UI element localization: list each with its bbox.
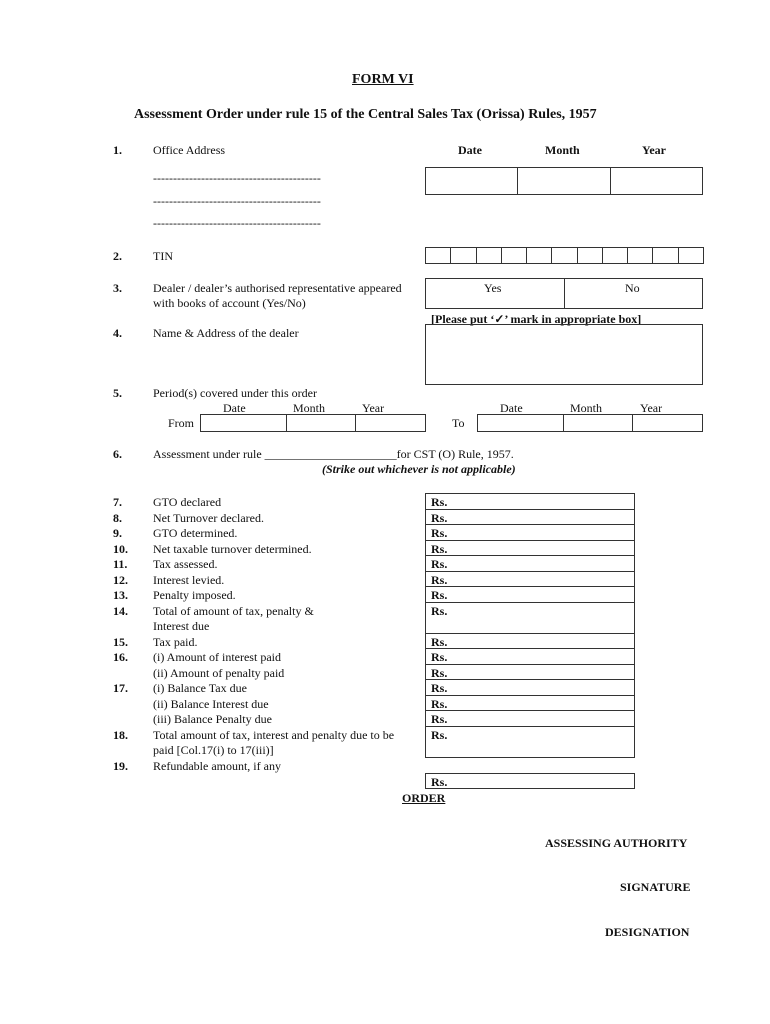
rs-label: Rs. — [431, 588, 448, 602]
item-number: 1. — [113, 143, 122, 157]
amount-field[interactable] — [425, 509, 635, 526]
to-date-field[interactable] — [477, 414, 564, 432]
tin-digit-box[interactable] — [425, 247, 451, 264]
rs-label: Rs. — [431, 665, 448, 680]
rs-label: Rs. — [431, 727, 448, 742]
rs-label: Rs. — [431, 557, 448, 571]
item-label-cont: Interest due — [153, 619, 210, 633]
month-field[interactable] — [517, 167, 611, 195]
rs-label: Rs. — [431, 495, 448, 509]
address-line-1[interactable]: ------------------------------------------ — [153, 171, 321, 185]
item-number: 2. — [113, 249, 122, 263]
tin-digit-box[interactable] — [450, 247, 476, 264]
strike-out-note: (Strike out whichever is not applicable) — [322, 462, 516, 476]
dealer-appeared-label-cont: with books of account (Yes/No) — [153, 296, 306, 310]
form-heading: Assessment Order under rule 15 of the Central Sales Tax (Orissa) Rules, 1957 — [134, 107, 597, 122]
item-label: Tax paid. — [153, 634, 198, 649]
address-line-2[interactable]: ------------------------------------------ — [153, 194, 321, 208]
item-label: (ii) Amount of penalty paid — [153, 665, 285, 680]
amount-field[interactable] — [425, 586, 635, 603]
from-date-field[interactable] — [200, 414, 287, 432]
from-date-header: Date — [223, 401, 246, 415]
to-month-header: Month — [570, 401, 603, 415]
tin-digit-box[interactable] — [577, 247, 603, 264]
tin-digit-box[interactable] — [526, 247, 552, 264]
rs-label: Rs. — [431, 681, 448, 695]
item-number: 11. — [113, 557, 128, 571]
item-number: 16. — [113, 650, 128, 664]
form-title: FORM VI — [352, 72, 414, 87]
period-label: Period(s) covered under this order — [153, 386, 317, 400]
item-label: GTO determined. — [153, 526, 238, 540]
item-number: 9. — [113, 526, 122, 540]
assessing-authority-label: ASSESSING AUTHORITY — [545, 836, 688, 850]
item-number: 3. — [113, 281, 122, 295]
tin-digit-box[interactable] — [602, 247, 628, 264]
rs-label: Rs. — [431, 634, 448, 649]
dealer-appeared-label: Dealer / dealer’s authorised representative appeared — [153, 281, 402, 295]
rs-label: Rs. — [431, 603, 448, 618]
item-number: 4. — [113, 326, 122, 340]
amount-field[interactable] — [425, 493, 635, 510]
rs-label: Rs. — [431, 526, 448, 540]
tin-digit-box[interactable] — [551, 247, 577, 264]
amount-field[interactable] — [425, 555, 635, 572]
amount-field[interactable] — [425, 773, 635, 790]
item-number: 17. — [113, 681, 128, 695]
assessment-rule-label: Assessment under rule ______________________for CST (O) Rule, 1957. — [153, 447, 514, 461]
amount-field[interactable] — [425, 679, 635, 696]
tick-note: [Please put ‘✓’ mark in appropriate box] — [431, 312, 642, 326]
item-number: 5. — [113, 386, 122, 400]
year-header: Year — [642, 143, 666, 157]
item-label: (i) Balance Tax due — [153, 681, 247, 695]
tin-label: TIN — [153, 249, 173, 263]
rs-label: Rs. — [431, 650, 448, 664]
amount-field[interactable] — [425, 633, 635, 650]
item-label: (ii) Balance Interest due — [153, 696, 269, 711]
designation-label: DESIGNATION — [605, 925, 690, 939]
dealer-name-address-field[interactable] — [425, 324, 703, 385]
from-year-header: Year — [362, 401, 385, 415]
address-line-3[interactable]: ------------------------------------------ — [153, 216, 321, 230]
rs-label: Rs. — [431, 541, 448, 556]
year-field[interactable] — [610, 167, 703, 195]
tin-digit-box[interactable] — [652, 247, 678, 264]
no-label: No — [625, 281, 640, 295]
amount-field[interactable] — [425, 648, 635, 665]
rs-label: Rs. — [431, 510, 448, 525]
rs-label: Rs. — [431, 572, 448, 587]
item-label: Total amount of tax, interest and penalty due to be — [153, 727, 395, 742]
from-month-field[interactable] — [286, 414, 356, 432]
item-label: Net Turnover declared. — [153, 510, 264, 525]
from-label: From — [168, 416, 195, 430]
item-number: 12. — [113, 572, 128, 587]
item-label: (iii) Balance Penalty due — [153, 712, 272, 726]
to-year-header: Year — [640, 401, 663, 415]
amount-field[interactable] — [425, 571, 635, 588]
item-label: Total of amount of tax, penalty & — [153, 603, 314, 618]
to-year-field[interactable] — [632, 414, 703, 432]
to-label: To — [452, 416, 465, 430]
item-label-cont: paid [Col.17(i) to 17(iii)] — [153, 743, 274, 757]
item-number: 13. — [113, 588, 128, 602]
item-label: (i) Amount of interest paid — [153, 650, 281, 664]
to-date-header: Date — [500, 401, 523, 415]
item-label: Net taxable turnover determined. — [153, 541, 312, 556]
amount-field[interactable] — [425, 524, 635, 541]
item-number: 15. — [113, 634, 128, 649]
from-month-header: Month — [293, 401, 326, 415]
item-number: 14. — [113, 603, 128, 618]
item-number: 18. — [113, 727, 128, 742]
item-number: 6. — [113, 447, 122, 461]
date-field[interactable] — [425, 167, 518, 195]
item-label: Refundable amount, if any — [153, 758, 281, 773]
yes-label: Yes — [484, 281, 502, 295]
amount-field[interactable] — [425, 602, 635, 634]
amount-field[interactable] — [425, 664, 635, 681]
item-label: GTO declared — [153, 495, 222, 509]
item-number: 10. — [113, 541, 128, 556]
tin-digit-box[interactable] — [476, 247, 502, 264]
item-number: 8. — [113, 510, 122, 525]
item-label: Penalty imposed. — [153, 588, 236, 602]
order-heading: ORDER — [402, 791, 446, 805]
tin-digit-box[interactable] — [678, 247, 704, 264]
date-header: Date — [458, 143, 482, 157]
to-month-field[interactable] — [563, 414, 633, 432]
tin-digit-box[interactable] — [627, 247, 653, 264]
amount-field[interactable] — [425, 726, 635, 758]
month-header: Month — [545, 143, 580, 157]
item-number: 7. — [113, 495, 122, 509]
amount-field[interactable] — [425, 710, 635, 727]
item-label: Tax assessed. — [153, 557, 218, 571]
tin-digit-box[interactable] — [501, 247, 527, 264]
amount-field[interactable] — [425, 540, 635, 557]
office-address-label: Office Address — [153, 143, 226, 157]
dealer-name-address-label: Name & Address of the dealer — [153, 326, 299, 340]
item-label: Interest levied. — [153, 572, 225, 587]
amount-field[interactable] — [425, 695, 635, 712]
item-number: 19. — [113, 758, 128, 773]
signature-label: SIGNATURE — [620, 880, 691, 894]
rs-label: Rs. — [431, 696, 448, 711]
rs-label: Rs. — [431, 774, 448, 789]
from-year-field[interactable] — [355, 414, 426, 432]
rs-label: Rs. — [431, 712, 448, 726]
